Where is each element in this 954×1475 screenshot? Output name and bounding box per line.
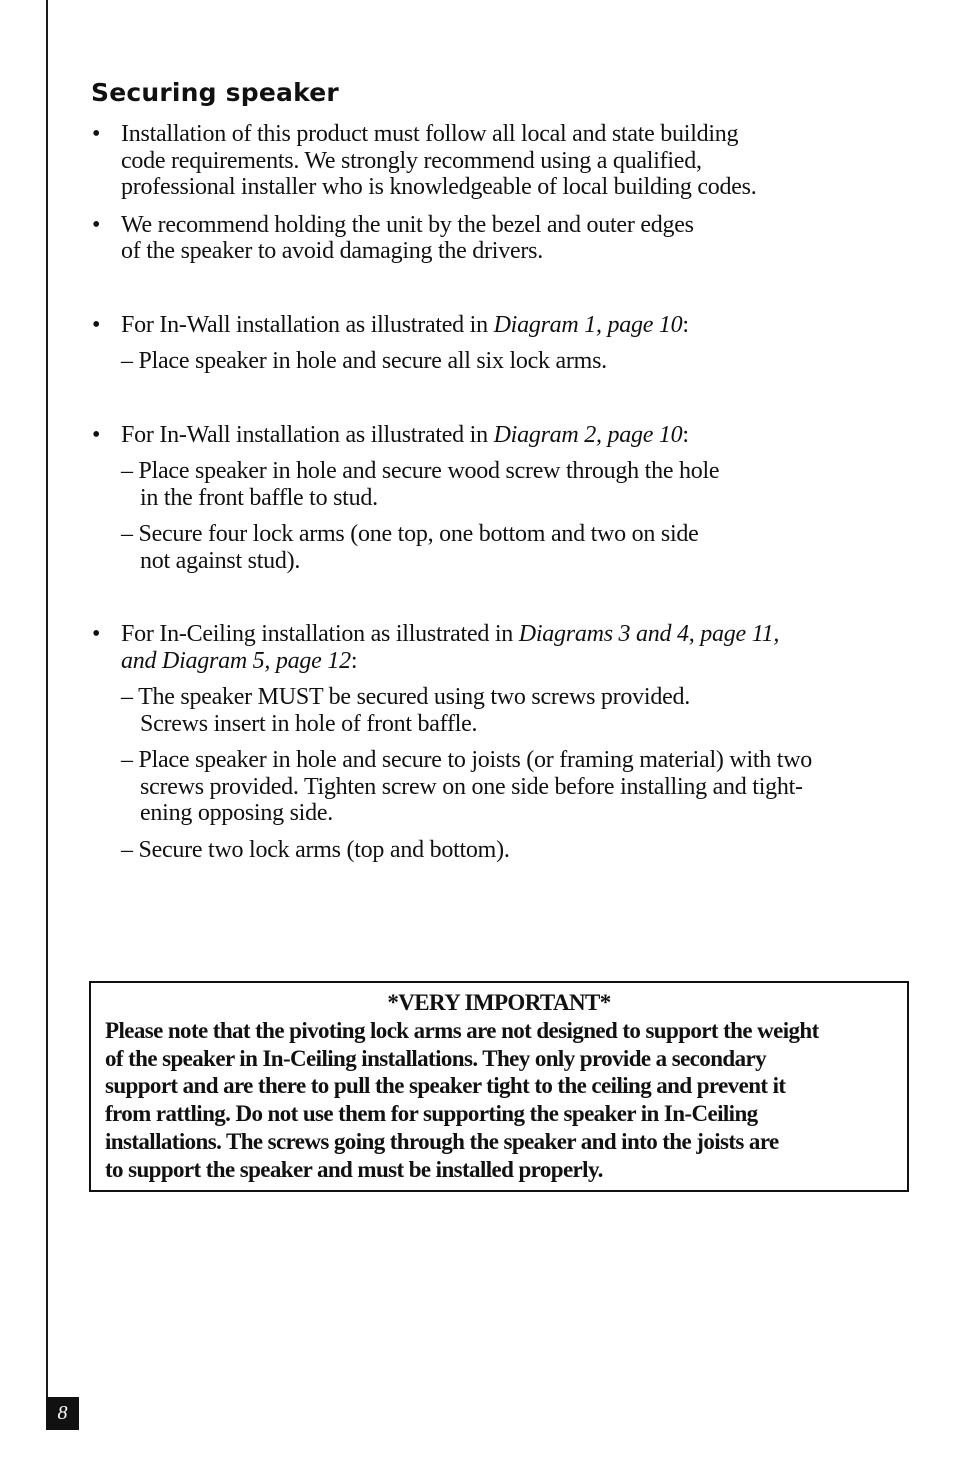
section-heading: Securing speaker (91, 78, 339, 107)
diagram-reference: Diagram 1, page 10 (493, 311, 683, 338)
notice-line: support and are there to pull the speaker tight to the ceiling and prevent it (105, 1073, 786, 1099)
sub-line: – Secure four lock arms (one top, one bottom and two on side (121, 521, 699, 547)
bullet-mark: • (92, 421, 101, 448)
bullet-item (90, 212, 910, 265)
bullet-item (90, 312, 910, 339)
notice-line: installations. The screws going through the speaker and into the joists are (105, 1128, 779, 1154)
bullet-line: of the speaker to avoid damaging the drivers. (121, 238, 543, 264)
sub-line: – Place speaker in hole and secure wood screw through the hole (121, 458, 720, 484)
sub-line: – The speaker MUST be secured using two screws provided. (121, 684, 690, 710)
sub-line: Screws insert in hole of front baffle. (140, 710, 478, 737)
sub-item (90, 458, 910, 511)
bullet-line (121, 621, 910, 648)
bullet-item (90, 121, 910, 201)
sub-item (90, 837, 910, 864)
sub-line: – Place speaker in hole and secure all six lock arms. (121, 348, 607, 374)
sub-line: in the front baffle to stud. (140, 484, 378, 511)
bullet-intro: For In-Wall installation as illustrated in (121, 311, 494, 338)
notice-line: to support the speaker and must be installed properly. (105, 1156, 603, 1182)
bullet-line: We recommend holding the unit by the bezel and outer edges (121, 211, 694, 238)
bullet-line: Installation of this product must follow all local and state building (121, 121, 739, 147)
sub-line: not against stud). (140, 547, 301, 574)
bullet-suffix: : (350, 647, 358, 674)
notice-line: of the speaker in In-Ceiling installations. They only provide a secondary (105, 1045, 766, 1071)
important-notice-box (89, 981, 909, 1192)
diagram-reference: Diagram 2, page 10 (493, 421, 683, 448)
sub-line: – Place speaker in hole and secure to joists (or framing material) with two (121, 747, 813, 773)
sub-item (90, 747, 910, 827)
sub-item (90, 348, 910, 375)
bullet-mark: • (92, 121, 101, 147)
bullet-item (90, 621, 910, 674)
page-number: 8 (46, 1397, 79, 1430)
bullet-item (90, 422, 910, 449)
diagram-reference: Diagrams 3 and 4, page 11, (518, 621, 780, 647)
bullet-line (121, 422, 910, 449)
diagram-reference: and Diagram 5, page 12 (121, 647, 351, 674)
instructions-body (90, 121, 910, 863)
notice-title: *VERY IMPORTANT* (387, 990, 611, 1015)
bullet-intro: For In-Wall installation as illustrated in (121, 421, 494, 448)
bullet-line: code requirements. We strongly recommend using a qualified, (121, 147, 702, 174)
sub-item (90, 684, 910, 737)
sub-line: – Secure two lock arms (top and bottom). (121, 836, 510, 863)
bullet-mark: • (92, 311, 101, 338)
bullet-suffix: : (682, 421, 689, 448)
sub-item (90, 521, 910, 574)
notice-line: Please note that the pivoting lock arms are not designed to support the weight (105, 1017, 819, 1043)
sub-line: ening opposing side. (140, 800, 333, 826)
sub-line: screws provided. Tighten screw on one side before installing and tight- (140, 773, 803, 800)
bullet-line (121, 312, 910, 339)
bullet-intro: For In-Ceiling installation as illustrated in (121, 621, 519, 647)
bullet-mark: • (92, 621, 101, 647)
bullet-line: professional installer who is knowledgeable of local building codes. (121, 174, 757, 200)
bullet-line (121, 648, 910, 675)
page-margin-rule (46, 0, 48, 1430)
notice-line: from rattling. Do not use them for supporting the speaker in In-Ceiling (105, 1101, 758, 1127)
bullet-suffix: : (682, 311, 689, 338)
bullet-mark: • (92, 211, 101, 238)
